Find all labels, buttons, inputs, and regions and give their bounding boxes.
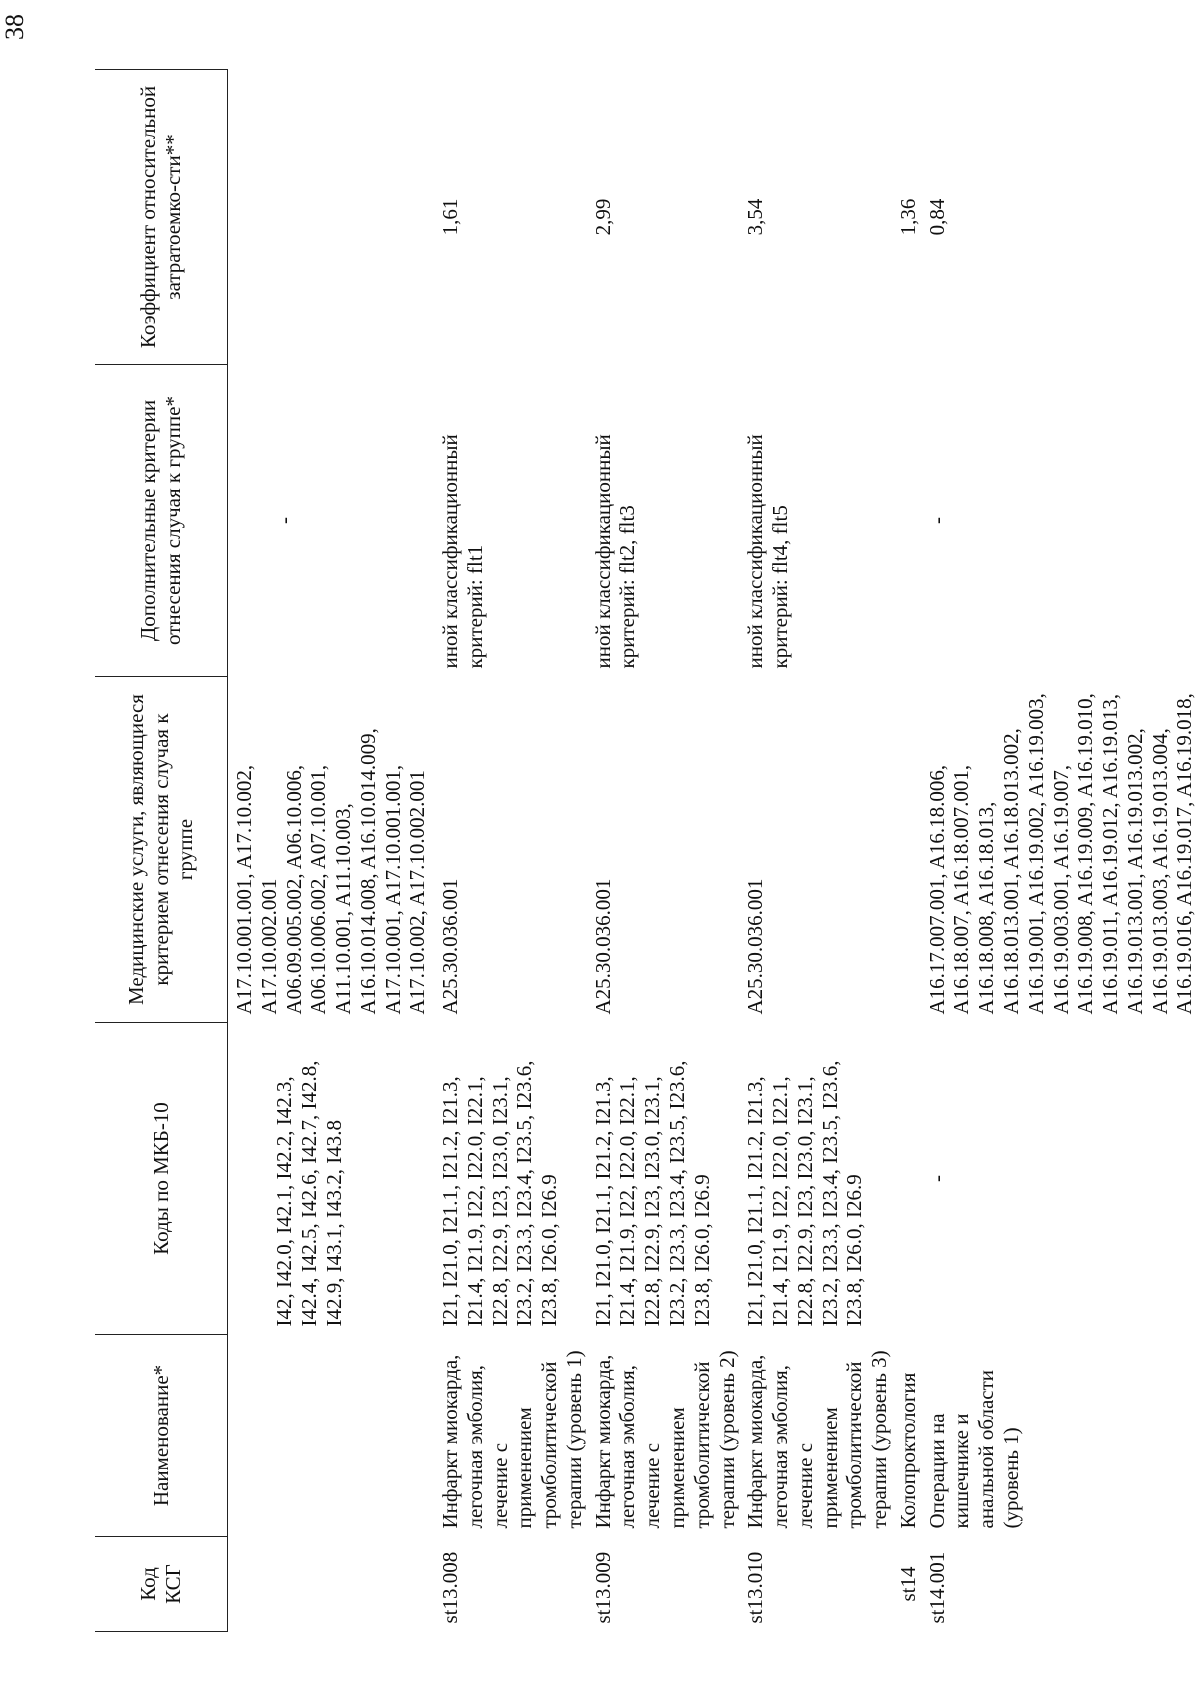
table-row [432,70,589,1632]
header-icd: Коды по МКБ-10 [95,1023,228,1335]
header-name: Наименование* [95,1335,228,1537]
section-row [894,70,923,1632]
section-coef: 1,36 [895,198,920,236]
cont-services-a: A17.10.001.001, A17.10.002, A17.10.002.001 [232,764,281,1015]
row-icd: - [924,1175,949,1182]
row-coef: 3,54 [743,198,768,236]
header-code: Код КСГ [95,1537,228,1632]
cont-icd: I42, I42.0, I42.1, I42.2, I42.3, I42.4, I42.5, I42.6, I42.7, I42.8, I42.9, I43.1, I43.2, I43.8 [272,1060,346,1327]
table-row [741,70,894,1632]
cont-criteria: - [272,517,296,524]
row-criteria: - [924,517,949,524]
row-name: Инфаркт миокарда, легочная эмболия, лечение с применением тромболитической терапии (уровень 2) [590,1350,739,1529]
row-code: st14.001 [924,1551,949,1624]
row-code: st13.010 [743,1551,768,1624]
table-row-continuation [228,70,433,1632]
row-services: A25.30.036.001 [438,878,463,1015]
ksg-table [95,69,1199,1632]
table-header-row [95,70,228,1632]
page-number: 38 [0,14,29,40]
row-coef: 0,84 [924,198,949,236]
row-name: Инфаркт миокарда, легочная эмболия, лечение с применением тромболитической терапии (уровень 1) [438,1350,586,1529]
row-code: st13.008 [438,1551,463,1624]
row-code: st13.009 [590,1551,615,1624]
row-criteria: иной классификационный критерий: flt1 [438,434,487,669]
row-name: Операции на кишечнике и анальной области (уровень 1) [924,1369,1023,1529]
section-name: Колопроктология [895,1372,920,1529]
section-code: st14 [895,1566,920,1602]
row-criteria: иной классификационный критерий: flt2, flt3 [590,434,640,669]
table-row [923,70,1199,1632]
header-coef: Коэффициент относительной затратоемко-сти** [95,70,228,365]
row-criteria: иной классификационный критерий: flt4, flt5 [743,434,793,669]
row-icd: I21, I21.0, I21.1, I21.2, I21.3, I21.4, I21.9, I22, I22.0, I22.1, I22.8, I22.9, I23, I23.0, I23.1, I23.2, I23.3, I23.4, I23.5, I23.6, I23.8, I26.0, I26.9 [438,1060,562,1327]
header-services: Медицинские услуги, являющиеся критерием отнесения случая к группе [95,677,228,1023]
table-row [589,70,742,1632]
row-services: A16.17.007.001, A16.18.006, A16.18.007, A16.18.007.001, A16.18.008, A16.18.013, A16.18.013.001, A16.18.013.002, A16.19.001, A16.19.002, A16.19.003, A16.19.003.001, A16.19.007, A16.19.008, A16.19.009, A16.19.010, A16.19.011, A16.19.012, A16.19.013, A16.19.013.001, A16.19.013.002, A16.19.013.003, A16.19.013.004, A16.19.016, A16.19.017, A16.19.018, [924,693,1197,1015]
row-name: Инфаркт миокарда, легочная эмболия, лечение с применением тромболитической терапии (уровень 3) [743,1350,892,1529]
row-coef: 1,61 [438,198,463,236]
row-icd: I21, I21.0, I21.1, I21.2, I21.3, I21.4, I21.9, I22, I22.0, I22.1, I22.8, I22.9, I23, I23.0, I23.1, I23.2, I23.3, I23.4, I23.5, I23.6, I23.8, I26.0, I26.9 [743,1060,867,1327]
row-icd: I21, I21.0, I21.1, I21.2, I21.3, I21.4, I21.9, I22, I22.0, I22.1, I22.8, I22.9, I23, I23.0, I23.1, I23.2, I23.3, I23.4, I23.5, I23.6, I23.8, I26.0, I26.9 [590,1060,714,1327]
row-coef: 2,99 [590,198,615,236]
cont-services-b: A06.09.005.002, A06.10.006, A06.10.006.002, A07.10.001, A11.10.001, A11.10.003, A16.10.014.008, A16.10.014.009, A17.10.001, A17.10.001.001, A17.10.002, A17.10.002.001 [281,728,430,1015]
row-services: A25.30.036.001 [590,878,615,1015]
row-services: A25.30.036.001 [743,878,768,1015]
header-criteria: Дополнительные критерии отнесения случая к группе* [95,365,228,677]
